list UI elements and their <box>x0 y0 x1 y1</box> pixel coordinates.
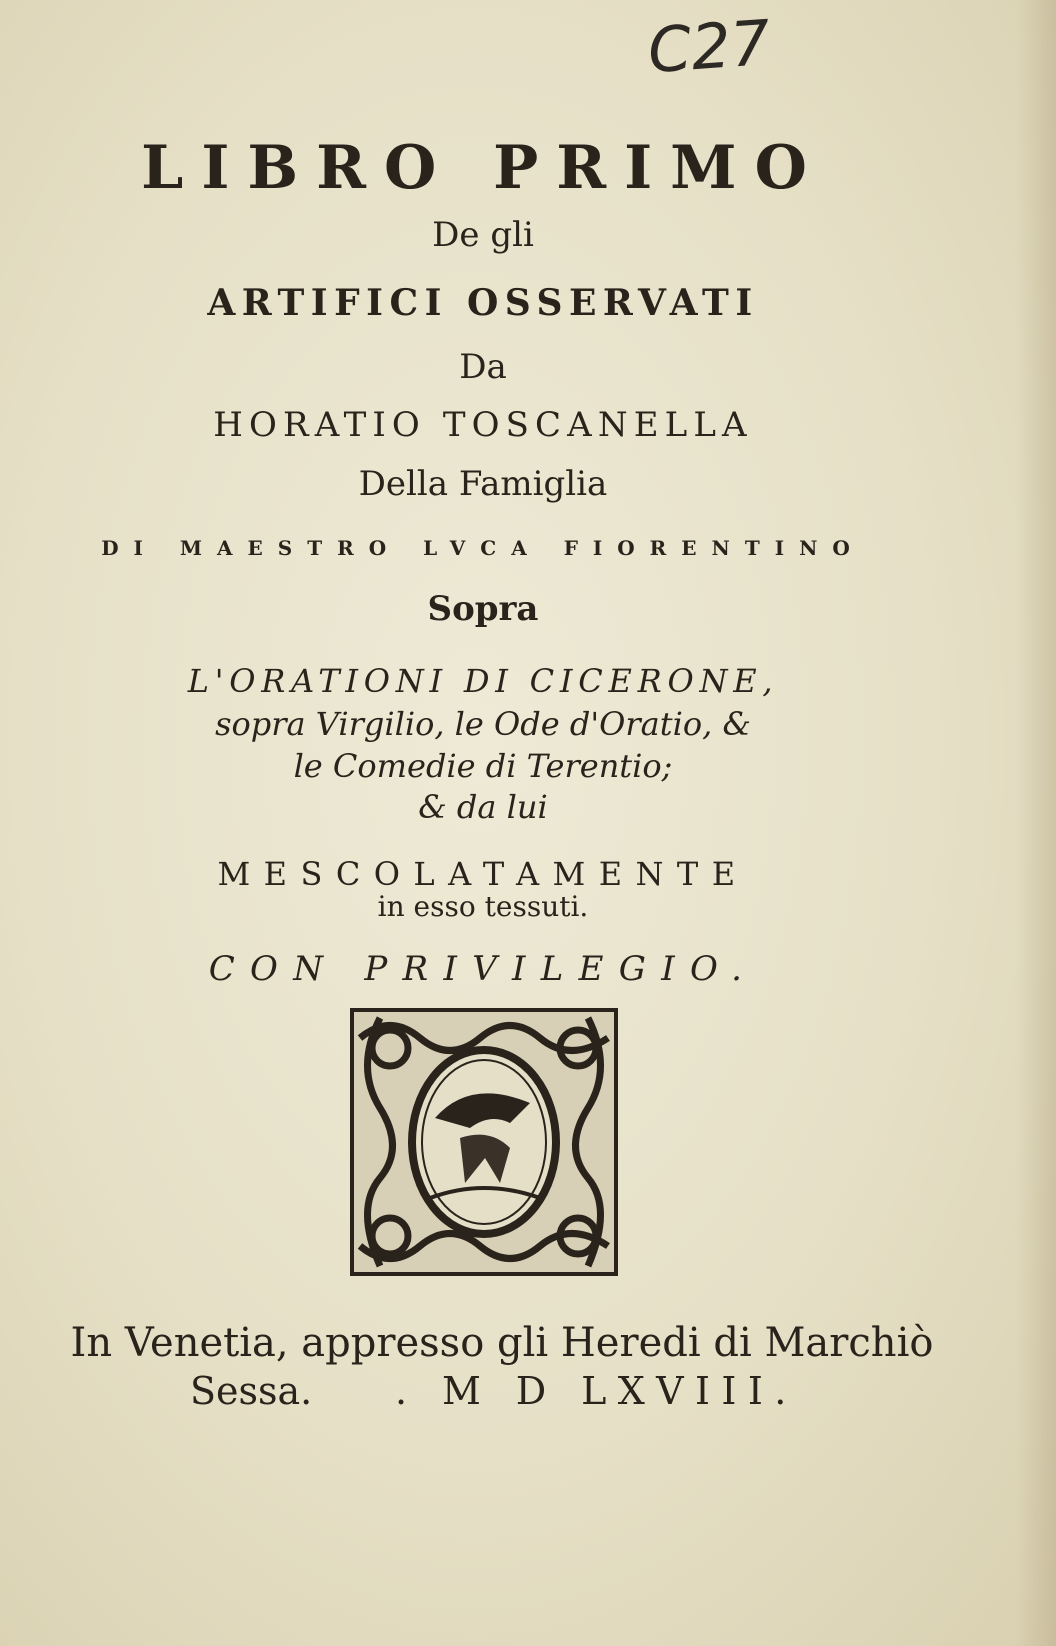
privilege-line: CON PRIVILEGIO. <box>208 949 758 989</box>
book-title: LIBRO PRIMO <box>141 133 825 203</box>
title-line-maestro: DI MAESTRO LVCA FIORENTINO <box>101 536 865 560</box>
author-name: HORATIO TOSCANELLA <box>213 405 753 445</box>
printers-device-woodcut <box>350 1008 618 1276</box>
title-line-sopra: Sopra <box>427 589 539 629</box>
title-line-mescolatamente: MESCOLATAMENTE <box>217 855 749 893</box>
title-line-famiglia: Della Famiglia <box>358 464 608 504</box>
imprint-line: In Venetia, appresso gli Heredi di Marchiò <box>70 1320 934 1366</box>
title-line-de-gli: De gli <box>432 215 534 255</box>
title-line-artifici: ARTIFICI OSSERVATI <box>207 282 759 324</box>
title-line-da-lui: & da lui <box>418 788 548 826</box>
title-line-da: Da <box>459 347 507 387</box>
title-line-orationi: L'ORATIONI DI CICERONE, <box>187 662 779 700</box>
handwritten-shelfmark: C27 <box>645 5 773 88</box>
title-line-tessuti: in esso tessuti. <box>377 890 589 923</box>
page-edge-shadow <box>1016 0 1056 1646</box>
imprint-publisher-name: Sessa. <box>190 1369 313 1413</box>
imprint-date: . M D LXVIII. <box>395 1369 798 1413</box>
title-line-terentio: le Comedie di Terentio; <box>293 747 673 785</box>
title-line-virgilio: sopra Virgilio, le Ode d'Oratio, & <box>215 705 751 743</box>
